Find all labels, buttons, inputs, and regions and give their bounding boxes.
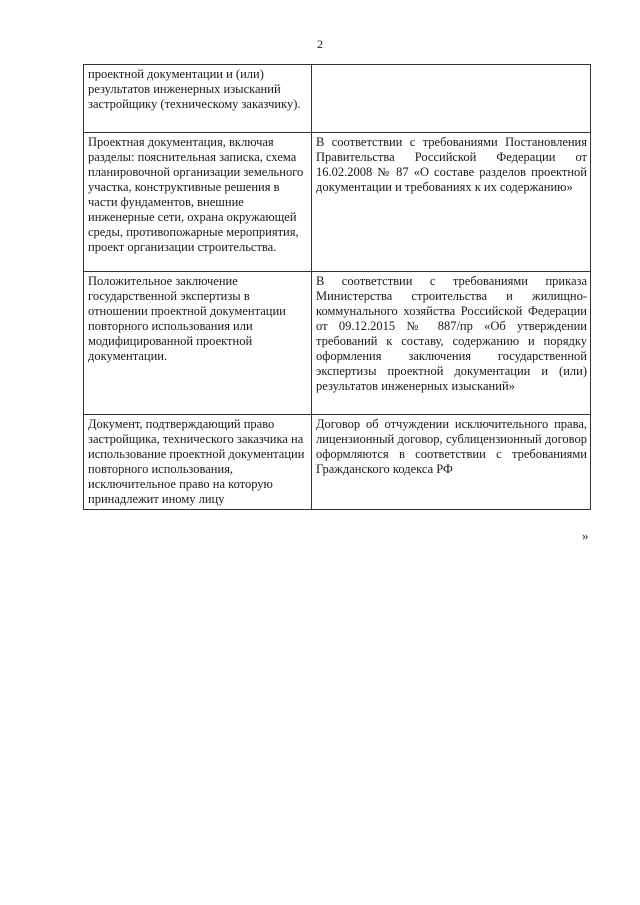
requirement-cell: Проектная документация, включая разделы: пояснительная записка, схема планировочной организации земельного участка, конструктивные решения в части фундаментов, внешние инженерные сети, охрана окружающей среды, противопожарные мероприятия, проект организации строительства. [84,133,312,272]
basis-cell: В соответствии с требованиями Постановления Правительства Российской Федерации от 16.02.2008 № 87 «О составе разделов проектной документации и требованиях к их содержанию» [312,133,591,272]
basis-cell: В соответствии с требованиями приказа Министерства строительства и жилищно-коммунального хозяйства Российской Федерации от 09.12.2015 № 887/пр «Об утверждении требований к составу, содержанию и порядку оформления заключения государственной экспертизы проектной документации и (или) результатов инженерных изысканий» [312,272,591,415]
basis-cell [312,65,591,133]
requirement-cell: Документ, подтверждающий право застройщика, технического заказчика на использование проектной документации повторного использования, исключительное право на которую принадлежит иному лицу [84,415,312,510]
table-row [84,415,591,510]
table-row [84,272,591,415]
table-row [84,65,591,133]
basis-cell: Договор об отчуждении исключительного права, лицензионный договор, сублицензионный договор оформляются в соответствии с требованиями Гражданского кодекса РФ [312,415,591,510]
table-row [84,133,591,272]
requirement-cell: проектной документации и (или) результатов инженерных изысканий застройщику (техническому заказчику). [84,65,312,133]
page-number: 2 [317,37,323,51]
closing-quote-mark: » [582,528,589,543]
requirements-table [83,64,591,510]
requirement-cell: Положительное заключение государственной экспертизы в отношении проектной документации повторного использования или модифицированной проектной документации. [84,272,312,415]
